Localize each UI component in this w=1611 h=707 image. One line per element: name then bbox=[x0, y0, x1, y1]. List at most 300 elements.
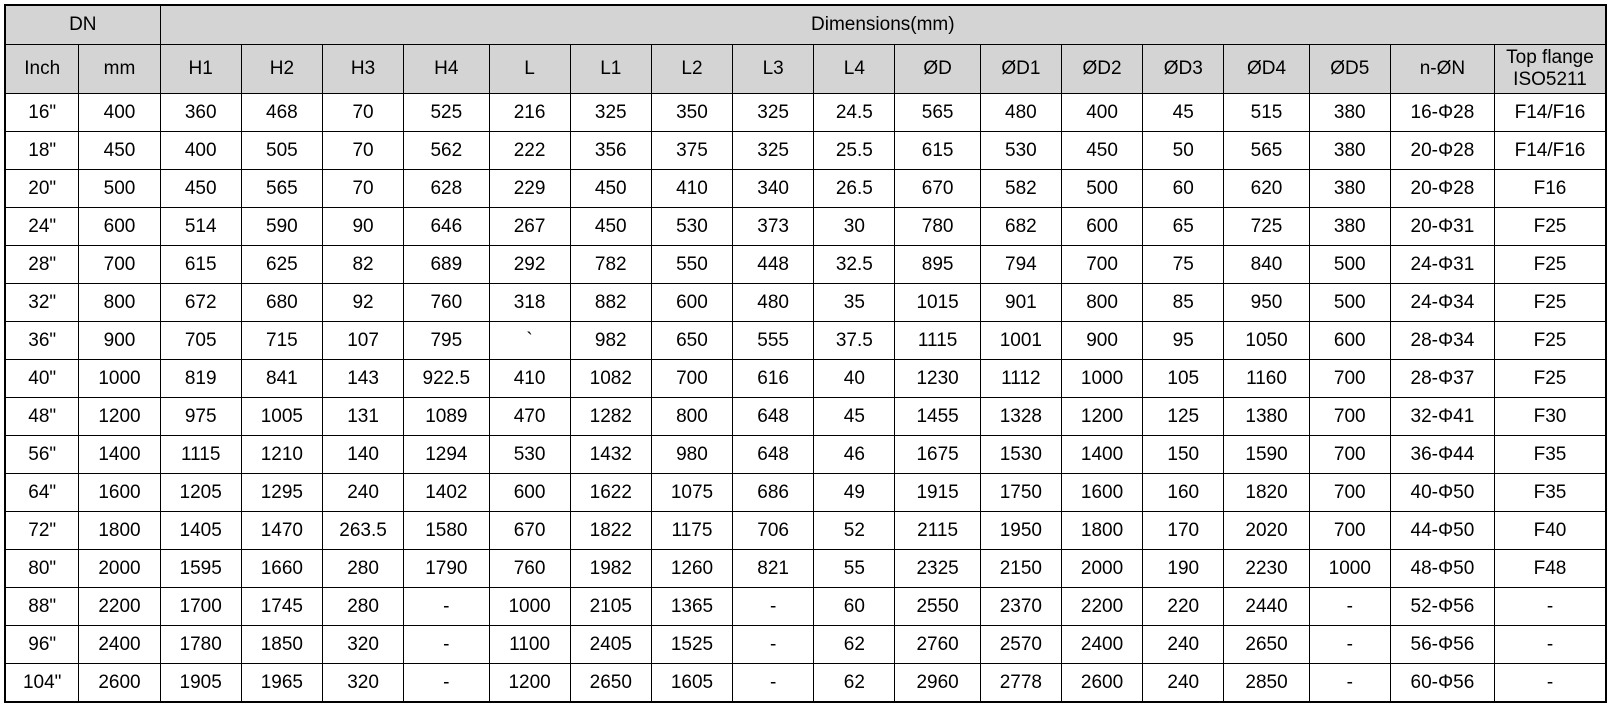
table-cell: 760 bbox=[404, 284, 489, 322]
table-cell: 40-Φ50 bbox=[1390, 474, 1494, 512]
table-cell: 24.5 bbox=[814, 94, 895, 132]
table-cell: 56" bbox=[5, 436, 79, 474]
table-cell: 600 bbox=[651, 284, 732, 322]
table-cell: 1001 bbox=[980, 322, 1061, 360]
table-header bbox=[5, 5, 1606, 94]
table-column-header-row bbox=[5, 45, 1606, 94]
table-cell: 50 bbox=[1143, 132, 1224, 170]
table-cell: 2405 bbox=[570, 626, 651, 664]
table-cell: 24-Φ31 bbox=[1390, 246, 1494, 284]
table-cell: 700 bbox=[1309, 436, 1390, 474]
table-cell: 950 bbox=[1224, 284, 1309, 322]
table-cell: 922.5 bbox=[404, 360, 489, 398]
table-cell: 28-Φ37 bbox=[1390, 360, 1494, 398]
table-cell: 24-Φ34 bbox=[1390, 284, 1494, 322]
table-cell: 220 bbox=[1143, 588, 1224, 626]
column-header-od: ØD bbox=[895, 45, 980, 94]
table-row bbox=[5, 512, 1606, 550]
table-cell: 16-Φ28 bbox=[1390, 94, 1494, 132]
column-header-h1: H1 bbox=[160, 45, 241, 94]
table-cell: 2105 bbox=[570, 588, 651, 626]
table-cell: 240 bbox=[322, 474, 403, 512]
table-cell: 1600 bbox=[1061, 474, 1142, 512]
table-cell: 30 bbox=[814, 208, 895, 246]
table-cell: 1089 bbox=[404, 398, 489, 436]
table-cell: 70 bbox=[322, 170, 403, 208]
table-cell: 292 bbox=[489, 246, 570, 284]
table-cell: 615 bbox=[895, 132, 980, 170]
table-cell: 794 bbox=[980, 246, 1061, 284]
table-cell: 1112 bbox=[980, 360, 1061, 398]
table-cell: 450 bbox=[79, 132, 160, 170]
table-cell: 841 bbox=[241, 360, 322, 398]
table-cell: 143 bbox=[322, 360, 403, 398]
table-cell: 222 bbox=[489, 132, 570, 170]
table-cell: 505 bbox=[241, 132, 322, 170]
table-cell: 1405 bbox=[160, 512, 241, 550]
table-cell: 46 bbox=[814, 436, 895, 474]
table-cell: 975 bbox=[160, 398, 241, 436]
table-cell: - bbox=[733, 626, 814, 664]
table-cell: 2370 bbox=[980, 588, 1061, 626]
table-cell: 350 bbox=[651, 94, 732, 132]
table-cell: 1005 bbox=[241, 398, 322, 436]
table-cell: 96" bbox=[5, 626, 79, 664]
table-cell: 1432 bbox=[570, 436, 651, 474]
table-cell: 1082 bbox=[570, 360, 651, 398]
table-cell: 62 bbox=[814, 626, 895, 664]
table-cell: 32.5 bbox=[814, 246, 895, 284]
table-cell: 590 bbox=[241, 208, 322, 246]
table-cell: 140 bbox=[322, 436, 403, 474]
table-cell: 85 bbox=[1143, 284, 1224, 322]
table-cell: 150 bbox=[1143, 436, 1224, 474]
table-cell: 52-Φ56 bbox=[1390, 588, 1494, 626]
table-cell: 2650 bbox=[570, 664, 651, 703]
table-cell: 1820 bbox=[1224, 474, 1309, 512]
table-cell: 2650 bbox=[1224, 626, 1309, 664]
table-cell: 982 bbox=[570, 322, 651, 360]
table-cell: 706 bbox=[733, 512, 814, 550]
table-cell: 780 bbox=[895, 208, 980, 246]
table-cell: F14/F16 bbox=[1494, 94, 1606, 132]
table-cell: 170 bbox=[1143, 512, 1224, 550]
table-cell: 360 bbox=[160, 94, 241, 132]
table-row bbox=[5, 170, 1606, 208]
table-cell: 1294 bbox=[404, 436, 489, 474]
table-cell: 320 bbox=[322, 664, 403, 703]
table-cell: 16" bbox=[5, 94, 79, 132]
table-cell: 468 bbox=[241, 94, 322, 132]
table-cell: 1660 bbox=[241, 550, 322, 588]
table-cell: F35 bbox=[1494, 474, 1606, 512]
table-cell: 26.5 bbox=[814, 170, 895, 208]
table-cell: F14/F16 bbox=[1494, 132, 1606, 170]
table-cell: - bbox=[1309, 626, 1390, 664]
table-cell: 450 bbox=[570, 170, 651, 208]
table-cell: 555 bbox=[733, 322, 814, 360]
table-cell: 82 bbox=[322, 246, 403, 284]
table-cell: 25.5 bbox=[814, 132, 895, 170]
table-cell: F35 bbox=[1494, 436, 1606, 474]
table-cell: 800 bbox=[79, 284, 160, 322]
table-row bbox=[5, 322, 1606, 360]
table-cell: 2400 bbox=[79, 626, 160, 664]
table-cell: 600 bbox=[1309, 322, 1390, 360]
table-cell: 64" bbox=[5, 474, 79, 512]
table-cell: 565 bbox=[241, 170, 322, 208]
table-cell: 1200 bbox=[1061, 398, 1142, 436]
table-cell: 92 bbox=[322, 284, 403, 322]
column-header-h4: H4 bbox=[404, 45, 489, 94]
table-cell: 104" bbox=[5, 664, 79, 703]
table-cell: 2440 bbox=[1224, 588, 1309, 626]
table-cell: 500 bbox=[1309, 284, 1390, 322]
table-cell: 1965 bbox=[241, 664, 322, 703]
table-cell: 1700 bbox=[160, 588, 241, 626]
dimensions-table bbox=[4, 4, 1607, 703]
table-cell: 672 bbox=[160, 284, 241, 322]
table-cell: 819 bbox=[160, 360, 241, 398]
table-cell: 1400 bbox=[79, 436, 160, 474]
table-cell: 800 bbox=[1061, 284, 1142, 322]
table-cell: 1230 bbox=[895, 360, 980, 398]
table-cell: 2760 bbox=[895, 626, 980, 664]
table-cell: 1950 bbox=[980, 512, 1061, 550]
table-cell: 648 bbox=[733, 398, 814, 436]
table-cell: 20" bbox=[5, 170, 79, 208]
table-cell: 44-Φ50 bbox=[1390, 512, 1494, 550]
column-header-inch: Inch bbox=[5, 45, 79, 94]
table-cell: 48-Φ50 bbox=[1390, 550, 1494, 588]
table-cell: 625 bbox=[241, 246, 322, 284]
table-cell: 2778 bbox=[980, 664, 1061, 703]
table-cell: 340 bbox=[733, 170, 814, 208]
table-cell: 600 bbox=[79, 208, 160, 246]
table-cell: 700 bbox=[79, 246, 160, 284]
table-cell: 240 bbox=[1143, 626, 1224, 664]
column-header-od3: ØD3 bbox=[1143, 45, 1224, 94]
table-cell: 65 bbox=[1143, 208, 1224, 246]
table-cell: 525 bbox=[404, 94, 489, 132]
table-cell: F25 bbox=[1494, 322, 1606, 360]
table-cell: 500 bbox=[1061, 170, 1142, 208]
table-cell: 686 bbox=[733, 474, 814, 512]
table-cell: 670 bbox=[895, 170, 980, 208]
table-cell: F40 bbox=[1494, 512, 1606, 550]
table-cell: 515 bbox=[1224, 94, 1309, 132]
table-cell: 1295 bbox=[241, 474, 322, 512]
column-header-h2: H2 bbox=[241, 45, 322, 94]
column-header-od2: ØD2 bbox=[1061, 45, 1142, 94]
table-cell: 373 bbox=[733, 208, 814, 246]
table-row bbox=[5, 398, 1606, 436]
table-cell: 40 bbox=[814, 360, 895, 398]
table-cell: 514 bbox=[160, 208, 241, 246]
table-cell: 901 bbox=[980, 284, 1061, 322]
table-cell: 530 bbox=[489, 436, 570, 474]
table-cell: 75 bbox=[1143, 246, 1224, 284]
table-cell: 60-Φ56 bbox=[1390, 664, 1494, 703]
table-cell: 450 bbox=[570, 208, 651, 246]
column-header-l2: L2 bbox=[651, 45, 732, 94]
table-cell: 2325 bbox=[895, 550, 980, 588]
table-cell: 49 bbox=[814, 474, 895, 512]
table-cell: 1260 bbox=[651, 550, 732, 588]
table-cell: 45 bbox=[814, 398, 895, 436]
table-cell: 1200 bbox=[489, 664, 570, 703]
table-cell: 1800 bbox=[1061, 512, 1142, 550]
group-header-dimensions: Dimensions(mm) bbox=[160, 5, 1606, 45]
table-cell: 882 bbox=[570, 284, 651, 322]
table-cell: 80" bbox=[5, 550, 79, 588]
table-cell: 700 bbox=[1309, 512, 1390, 550]
table-cell: 125 bbox=[1143, 398, 1224, 436]
table-cell: - bbox=[404, 664, 489, 703]
table-cell: 2020 bbox=[1224, 512, 1309, 550]
table-cell: 131 bbox=[322, 398, 403, 436]
table-cell: 1915 bbox=[895, 474, 980, 512]
table-cell: 795 bbox=[404, 322, 489, 360]
table-cell: 90 bbox=[322, 208, 403, 246]
table-cell: 1000 bbox=[79, 360, 160, 398]
table-cell: 980 bbox=[651, 436, 732, 474]
table-cell: 1595 bbox=[160, 550, 241, 588]
table-cell: 28-Φ34 bbox=[1390, 322, 1494, 360]
table-cell: 1675 bbox=[895, 436, 980, 474]
table-cell: 1050 bbox=[1224, 322, 1309, 360]
table-cell: 682 bbox=[980, 208, 1061, 246]
table-cell: 2115 bbox=[895, 512, 980, 550]
table-cell: 500 bbox=[79, 170, 160, 208]
table-cell: F30 bbox=[1494, 398, 1606, 436]
column-header-od5: ØD5 bbox=[1309, 45, 1390, 94]
table-cell: 36-Φ44 bbox=[1390, 436, 1494, 474]
table-cell: 35 bbox=[814, 284, 895, 322]
table-row bbox=[5, 436, 1606, 474]
column-header-l1: L1 bbox=[570, 45, 651, 94]
table-row bbox=[5, 664, 1606, 703]
table-cell: 2570 bbox=[980, 626, 1061, 664]
top-flange-header-line1: Top flange bbox=[1506, 47, 1594, 69]
table-cell: 1905 bbox=[160, 664, 241, 703]
table-cell: 1000 bbox=[1061, 360, 1142, 398]
table-row bbox=[5, 284, 1606, 322]
table-cell: 530 bbox=[980, 132, 1061, 170]
table-cell: 380 bbox=[1309, 132, 1390, 170]
table-cell: 782 bbox=[570, 246, 651, 284]
table-cell: 800 bbox=[651, 398, 732, 436]
table-cell: 2600 bbox=[79, 664, 160, 703]
column-header-n-on: n-ØN bbox=[1390, 45, 1494, 94]
table-row bbox=[5, 360, 1606, 398]
table-cell: 616 bbox=[733, 360, 814, 398]
column-header-l3: L3 bbox=[733, 45, 814, 94]
table-cell: 320 bbox=[322, 626, 403, 664]
table-cell: 280 bbox=[322, 550, 403, 588]
table-cell: 530 bbox=[651, 208, 732, 246]
table-cell: 565 bbox=[1224, 132, 1309, 170]
table-cell: 700 bbox=[651, 360, 732, 398]
table-cell: 400 bbox=[79, 94, 160, 132]
table-cell: 28" bbox=[5, 246, 79, 284]
table-cell: 1000 bbox=[1309, 550, 1390, 588]
table-cell: 400 bbox=[160, 132, 241, 170]
table-cell: - bbox=[404, 626, 489, 664]
table-cell: 1780 bbox=[160, 626, 241, 664]
table-cell: 760 bbox=[489, 550, 570, 588]
table-cell: 105 bbox=[1143, 360, 1224, 398]
table-cell: 32-Φ41 bbox=[1390, 398, 1494, 436]
table-cell: 700 bbox=[1309, 360, 1390, 398]
table-cell: - bbox=[1309, 588, 1390, 626]
column-header-top-flange bbox=[1494, 45, 1606, 94]
table-cell: 190 bbox=[1143, 550, 1224, 588]
table-cell: 715 bbox=[241, 322, 322, 360]
table-cell: 2000 bbox=[1061, 550, 1142, 588]
table-cell: 45 bbox=[1143, 94, 1224, 132]
table-cell: 318 bbox=[489, 284, 570, 322]
table-cell: 1328 bbox=[980, 398, 1061, 436]
table-cell: 280 bbox=[322, 588, 403, 626]
table-row bbox=[5, 474, 1606, 512]
table-cell: 550 bbox=[651, 246, 732, 284]
table-cell: 1850 bbox=[241, 626, 322, 664]
table-cell: 70 bbox=[322, 132, 403, 170]
table-group-header-row bbox=[5, 5, 1606, 45]
table-cell: 1525 bbox=[651, 626, 732, 664]
table-cell: 1200 bbox=[79, 398, 160, 436]
table-cell: F25 bbox=[1494, 360, 1606, 398]
table-row bbox=[5, 94, 1606, 132]
table-cell: F48 bbox=[1494, 550, 1606, 588]
table-cell: 900 bbox=[79, 322, 160, 360]
table-cell: 2230 bbox=[1224, 550, 1309, 588]
column-header-mm: mm bbox=[79, 45, 160, 94]
table-cell: 24" bbox=[5, 208, 79, 246]
table-cell: 263.5 bbox=[322, 512, 403, 550]
table-cell: 375 bbox=[651, 132, 732, 170]
table-cell: 562 bbox=[404, 132, 489, 170]
table-cell: F16 bbox=[1494, 170, 1606, 208]
table-cell: 95 bbox=[1143, 322, 1224, 360]
table-cell: 1282 bbox=[570, 398, 651, 436]
top-flange-header-line2: ISO5211 bbox=[1513, 69, 1587, 90]
table-cell: 60 bbox=[1143, 170, 1224, 208]
column-header-h3: H3 bbox=[322, 45, 403, 94]
table-row bbox=[5, 626, 1606, 664]
table-row bbox=[5, 588, 1606, 626]
table-cell: 1115 bbox=[895, 322, 980, 360]
table-cell: 20-Φ31 bbox=[1390, 208, 1494, 246]
table-cell: 1605 bbox=[651, 664, 732, 703]
table-cell: 1455 bbox=[895, 398, 980, 436]
table-cell: 72" bbox=[5, 512, 79, 550]
table-cell: 1402 bbox=[404, 474, 489, 512]
table-cell: 380 bbox=[1309, 94, 1390, 132]
table-cell: 646 bbox=[404, 208, 489, 246]
table-cell: 20-Φ28 bbox=[1390, 132, 1494, 170]
table-cell: 325 bbox=[733, 94, 814, 132]
table-cell: - bbox=[1494, 626, 1606, 664]
table-cell: F25 bbox=[1494, 208, 1606, 246]
table-cell: 1205 bbox=[160, 474, 241, 512]
table-cell: 700 bbox=[1309, 398, 1390, 436]
table-cell: 700 bbox=[1061, 246, 1142, 284]
table-cell: 1600 bbox=[79, 474, 160, 512]
table-cell: 480 bbox=[733, 284, 814, 322]
table-cell: 2600 bbox=[1061, 664, 1142, 703]
table-cell: 470 bbox=[489, 398, 570, 436]
table-cell: 56-Φ56 bbox=[1390, 626, 1494, 664]
table-cell: 620 bbox=[1224, 170, 1309, 208]
table-cell: 2960 bbox=[895, 664, 980, 703]
table-cell: 2550 bbox=[895, 588, 980, 626]
table-cell: 1750 bbox=[980, 474, 1061, 512]
table-cell: 62 bbox=[814, 664, 895, 703]
table-cell: 1115 bbox=[160, 436, 241, 474]
table-cell: 2150 bbox=[980, 550, 1061, 588]
table-row bbox=[5, 132, 1606, 170]
group-header-dn: DN bbox=[5, 5, 160, 45]
table-cell: 160 bbox=[1143, 474, 1224, 512]
table-cell: 229 bbox=[489, 170, 570, 208]
table-cell: 565 bbox=[895, 94, 980, 132]
table-cell: 1822 bbox=[570, 512, 651, 550]
table-cell: 1470 bbox=[241, 512, 322, 550]
table-cell: 1100 bbox=[489, 626, 570, 664]
table-cell: 1000 bbox=[489, 588, 570, 626]
table-cell: 36" bbox=[5, 322, 79, 360]
table-cell: 600 bbox=[1061, 208, 1142, 246]
table-cell: 1015 bbox=[895, 284, 980, 322]
table-cell: - bbox=[1494, 664, 1606, 703]
table-cell: 2200 bbox=[1061, 588, 1142, 626]
table-cell: 20-Φ28 bbox=[1390, 170, 1494, 208]
table-cell: 450 bbox=[160, 170, 241, 208]
table-cell: 1400 bbox=[1061, 436, 1142, 474]
table-cell: 648 bbox=[733, 436, 814, 474]
table-cell: 670 bbox=[489, 512, 570, 550]
table-cell: 450 bbox=[1061, 132, 1142, 170]
table-cell: 60 bbox=[814, 588, 895, 626]
table-cell: 650 bbox=[651, 322, 732, 360]
table-cell: 480 bbox=[980, 94, 1061, 132]
table-cell: 40" bbox=[5, 360, 79, 398]
table-cell: 2000 bbox=[79, 550, 160, 588]
table-cell: 1790 bbox=[404, 550, 489, 588]
table-cell: 900 bbox=[1061, 322, 1142, 360]
table-cell: 1530 bbox=[980, 436, 1061, 474]
table-cell: 1590 bbox=[1224, 436, 1309, 474]
table-row bbox=[5, 208, 1606, 246]
table-cell: 88" bbox=[5, 588, 79, 626]
table-cell: 600 bbox=[489, 474, 570, 512]
table-cell: 32" bbox=[5, 284, 79, 322]
table-cell: F25 bbox=[1494, 284, 1606, 322]
table-cell: 725 bbox=[1224, 208, 1309, 246]
table-cell: 1800 bbox=[79, 512, 160, 550]
table-cell: 1175 bbox=[651, 512, 732, 550]
table-cell: 1580 bbox=[404, 512, 489, 550]
table-body bbox=[5, 94, 1606, 703]
table-cell: 380 bbox=[1309, 208, 1390, 246]
table-cell: 55 bbox=[814, 550, 895, 588]
table-cell: 267 bbox=[489, 208, 570, 246]
column-header-od1: ØD1 bbox=[980, 45, 1061, 94]
table-cell: 356 bbox=[570, 132, 651, 170]
table-cell: 895 bbox=[895, 246, 980, 284]
